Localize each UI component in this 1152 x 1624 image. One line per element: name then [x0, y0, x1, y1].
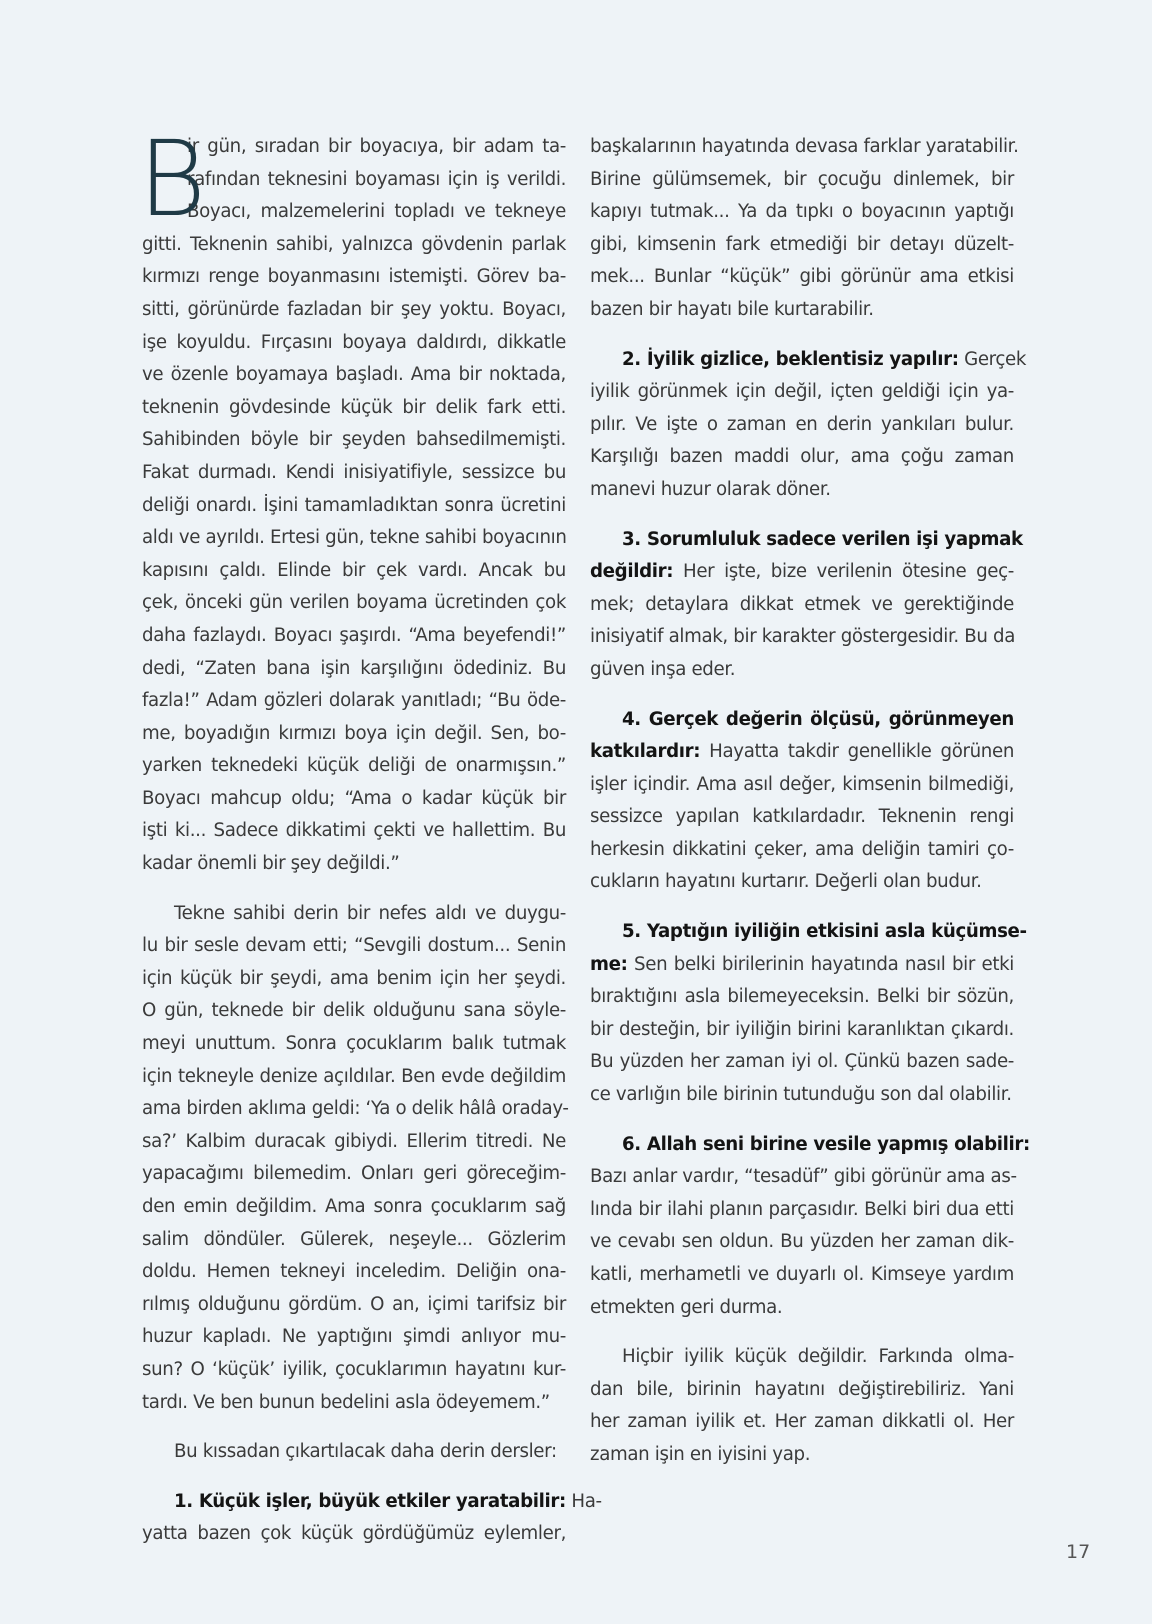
text-line: Boyacı mahcup oldu; “Ama o kadar küçük bir: [142, 787, 566, 809]
text-line: katli, merhametli ve duyarlı ol. Kimseye yardım: [590, 1264, 1014, 1285]
text-line: O gün, teknede bir delik olduğunu sana söyle-: [142, 1000, 566, 1022]
text-line: mek; detaylara dikkat etmek ve gerektiğinde: [590, 593, 1014, 615]
lesson-6-title: 6. Allah seni birine vesile yapmış olabilir:: [622, 1133, 1030, 1155]
text-line: pılır. Ve işte o zaman en derin yankıları bulur.: [590, 413, 1014, 435]
text-line: yarken teknedeki küçük deliği de onarmışsın.”: [142, 755, 566, 777]
text-line: bir desteğin, bir iyiliğin birini karanlıktan çıkardı.: [590, 1018, 1014, 1040]
text-line: [590, 736, 1014, 769]
text-line: yatta bazen çok küçük gördüğümüz eylemler,: [142, 1523, 566, 1545]
text-line: ce varlığın bile birinin tutunduğu son dal olabilir.: [590, 1084, 1012, 1106]
text-line: salim döndüler. Gülerek, neşeyle... Gözlerim: [142, 1228, 566, 1250]
text-line: aldı ve ayrıldı. Ertesi gün, tekne sahibi boyacının: [142, 527, 567, 549]
text-line: inisiyatif almak, bir karakter göstergesidir. Bu da: [590, 626, 1016, 648]
lesson-3-text: Her işte, bize verilenin ötesine geç-: [683, 561, 1014, 583]
text-line: meyi unuttum. Sonra çocuklarım balık tutmak: [142, 1033, 566, 1055]
text-line: me, boyadığın kırmızı boya için değil. Sen, bo-: [142, 722, 566, 744]
text-line: ir gün, sıradan bir boyacıya, bir adam ta-: [187, 136, 566, 157]
text-line: [590, 1129, 1030, 1162]
lesson-1-continued: [590, 131, 1019, 327]
text-line: Fakat durmadı. Kendi inisiyatifiyle, sessizce bu: [142, 461, 566, 483]
text-line: Sahibinden böyle bir şeyden bahsedilmemişti.: [142, 429, 566, 451]
text-line: işler içindir. Ama asıl değer, kimsenin bilmediği,: [590, 773, 1014, 795]
text-line: Boyacı, malzemelerini topladı ve tekneye: [187, 201, 566, 223]
text-line: den emin değildim. Ama sonra çocuklarım sağ: [142, 1196, 566, 1217]
text-line: cukların hayatını kurtarır. Değerli olan budur.: [590, 871, 982, 893]
text-line: kadar önemli bir şey değildi.”: [142, 853, 400, 875]
story-paragraph-1: [138, 118, 567, 881]
text-line: rılmış olduğunu gördüm. O an, içimi tarifsiz bir: [142, 1293, 566, 1315]
text-line: için küçük bir şeydi, ama benim için her şeydi.: [142, 967, 566, 989]
text-line: herkesin dikkatini çeker, ama deliğin tamiri ço-: [590, 838, 1014, 860]
text-line: Karşılığı bazen maddi olur, ama çoğu zaman: [590, 446, 1014, 468]
text-line: kırmızı renge boyanmasını istemişti. Görev ba-: [142, 266, 566, 288]
text-line: zaman işin en iyisini yap.: [590, 1443, 811, 1465]
text-line: iyilik görünmek için değil, içten geldiği için ya-: [590, 381, 1014, 403]
text-line: sitti, görünürde fazladan bir şey yoktu. Boyacı,: [142, 298, 566, 320]
text-line: deliği onardı. İşini tamamladıktan sonra ücretini: [142, 494, 566, 516]
lesson-4: [590, 704, 1014, 900]
lesson-5-title-end: me:: [590, 953, 628, 975]
lesson-3-title: 3. Sorumluluk sadece verilen işi yapmak: [622, 528, 1023, 550]
lesson-5-title: 5. Yaptığın iyiliğin etkisini asla küçümse-: [622, 921, 1027, 943]
text-line: kapıyı tutmak... Ya da tıpkı o boyacının yaptığı: [590, 201, 1014, 223]
lesson-1: [142, 1486, 602, 1551]
lesson-1-title: 1. Küçük işler, büyük etkiler yaratabilir:: [174, 1490, 566, 1512]
text-line: teknenin gövdesinde küçük bir delik fark etti.: [142, 396, 566, 418]
text-line: Bu yüzden her zaman iyi ol. Çünkü bazen sade-: [590, 1051, 1014, 1073]
text-line: lu bir sesle devam etti; “Sevgili dostum... Senin: [142, 935, 566, 957]
text-line: çek, önceki gün verilen boyama ücretinden çok: [142, 592, 566, 614]
text-line: güven inşa eder.: [590, 658, 736, 680]
text-line: fazla!” Adam gözleri dolarak yanıtladı; “Bu öde-: [142, 690, 566, 712]
text-line: kapısını çaldı. Elinde bir çek vardı. Ancak bu: [142, 559, 566, 581]
text-line: sessizce yapılan katkılardadır. Teknenin rengi: [590, 806, 1014, 828]
lesson-2-title: 2. İyilik gizlice, beklentisiz yapılır:: [622, 348, 959, 370]
text-line: gibi, kimsenin fark etmediği bir detayı düzelt-: [590, 233, 1014, 255]
text-line: manevi huzur olarak döner.: [590, 478, 831, 500]
lesson-2-text: Gerçek: [964, 348, 1027, 370]
text-line: [590, 524, 1023, 557]
text-line: Birine gülümsemek, bir çocuğu dinlemek, bir: [590, 168, 1014, 190]
story-paragraph-2: [142, 898, 569, 1420]
text-line: lında bir ilahi planın parçasıdır. Belki biri dua etti: [590, 1198, 1014, 1220]
closing-paragraph: [590, 1341, 1014, 1471]
text-line: [590, 949, 1014, 982]
text-line: gitti. Teknenin sahibi, yalnızca gövdenin parlak: [142, 233, 566, 255]
text-line: doldu. Hemen tekneyi inceledim. Deliğin ona-: [142, 1261, 566, 1283]
text-line: ama birden aklıma geldi: ‘Ya o delik hâlâ oraday-: [142, 1098, 569, 1120]
text-line: tardı. Ve ben bunun bedelini asla ödeyemem.”: [142, 1391, 550, 1413]
text-line: rafından teknesini boyaması için iş verildi.: [187, 168, 566, 190]
text-line: dan bile, birinin hayatını değiştirebiliriz. Yani: [590, 1378, 1014, 1400]
text-line: bazen bir hayatı bile kurtarabilir.: [590, 298, 874, 320]
text-line: [590, 556, 1014, 589]
text-line: dedi, “Zaten bana işin karşılığını ödediniz. Bu: [142, 657, 566, 679]
lesson-4-title-end: katkılardır:: [590, 741, 701, 763]
text-line: etmekten geri durma.: [590, 1296, 783, 1318]
lesson-4-text: Hayatta takdir genellikle görünen: [709, 741, 1014, 763]
text-line: ve özenle boyamaya başladı. Ama bir noktada,: [142, 364, 566, 386]
text-line: sa?’ Kalbim duracak gibiydi. Ellerim titredi. Ne: [142, 1130, 566, 1152]
text-line: Tekne sahibi derin bir nefes aldı ve duygu-: [174, 902, 566, 924]
lesson-2: [590, 344, 1027, 507]
text-line: için tekneyle denize açıldılar. Ben evde değildim: [142, 1065, 566, 1087]
text-line: mek... Bunlar “küçük” gibi görünür ama etkisi: [590, 266, 1014, 288]
lesson-3-title-end: değildir:: [590, 561, 674, 583]
text-line: Bazı anlar vardır, “tesadüf” gibi görünür ama as-: [590, 1166, 1017, 1188]
lesson-3: [590, 524, 1023, 687]
text-line: [590, 916, 1027, 949]
drop-cap: B: [138, 118, 207, 240]
lessons-intro: Bu kıssadan çıkartılacak daha derin dersler:: [174, 1441, 557, 1463]
text-line: daha fazlaydı. Boyacı şaşırdı. “Ama beyefendi!”: [142, 624, 566, 646]
lesson-6: [590, 1129, 1030, 1325]
lesson-5-text: Sen belki birilerinin hayatında nasıl bir etki: [634, 953, 1015, 975]
text-line: Hiçbir iyilik küçük değildir. Farkında olma-: [622, 1346, 1014, 1368]
text-line: [142, 1486, 602, 1519]
lesson-4-title: 4. Gerçek değerin ölçüsü, görünmeyen: [622, 708, 1014, 730]
text-line: her zaman iyilik et. Her zaman dikkatli ol. Her: [590, 1411, 1014, 1433]
lesson-5: [590, 916, 1027, 1112]
text-line: başkalarının hayatında devasa farklar yaratabilir.: [590, 136, 1019, 157]
text-line: [590, 704, 1014, 737]
page-number: 17: [1066, 1541, 1091, 1563]
text-line: bıraktığını asla bilemeyeceksin. Belki bir sözün,: [590, 986, 1014, 1008]
text-line: yapacağımı bilemedim. Onları geri göreceğim-: [142, 1163, 566, 1185]
text-line: sun? O ‘küçük’ iyilik, çocuklarımın hayatını kur-: [142, 1358, 566, 1380]
text-line: işe koyuldu. Fırçasını boyaya daldırdı, dikkatle: [142, 331, 566, 353]
left-column: [138, 118, 602, 1551]
text-line: işti ki... Sadece dikkatimi çekti ve hallettim. Bu: [142, 820, 566, 842]
text-line: [590, 344, 1027, 377]
text-line: huzur kapladı. Ne yaptığını şimdi anlıyor mu-: [142, 1326, 566, 1348]
right-column: [590, 131, 1030, 1472]
lesson-1-text: Ha-: [571, 1490, 602, 1512]
text-line: ve cevabı sen oldun. Bu yüzden her zaman dik-: [590, 1231, 1014, 1253]
